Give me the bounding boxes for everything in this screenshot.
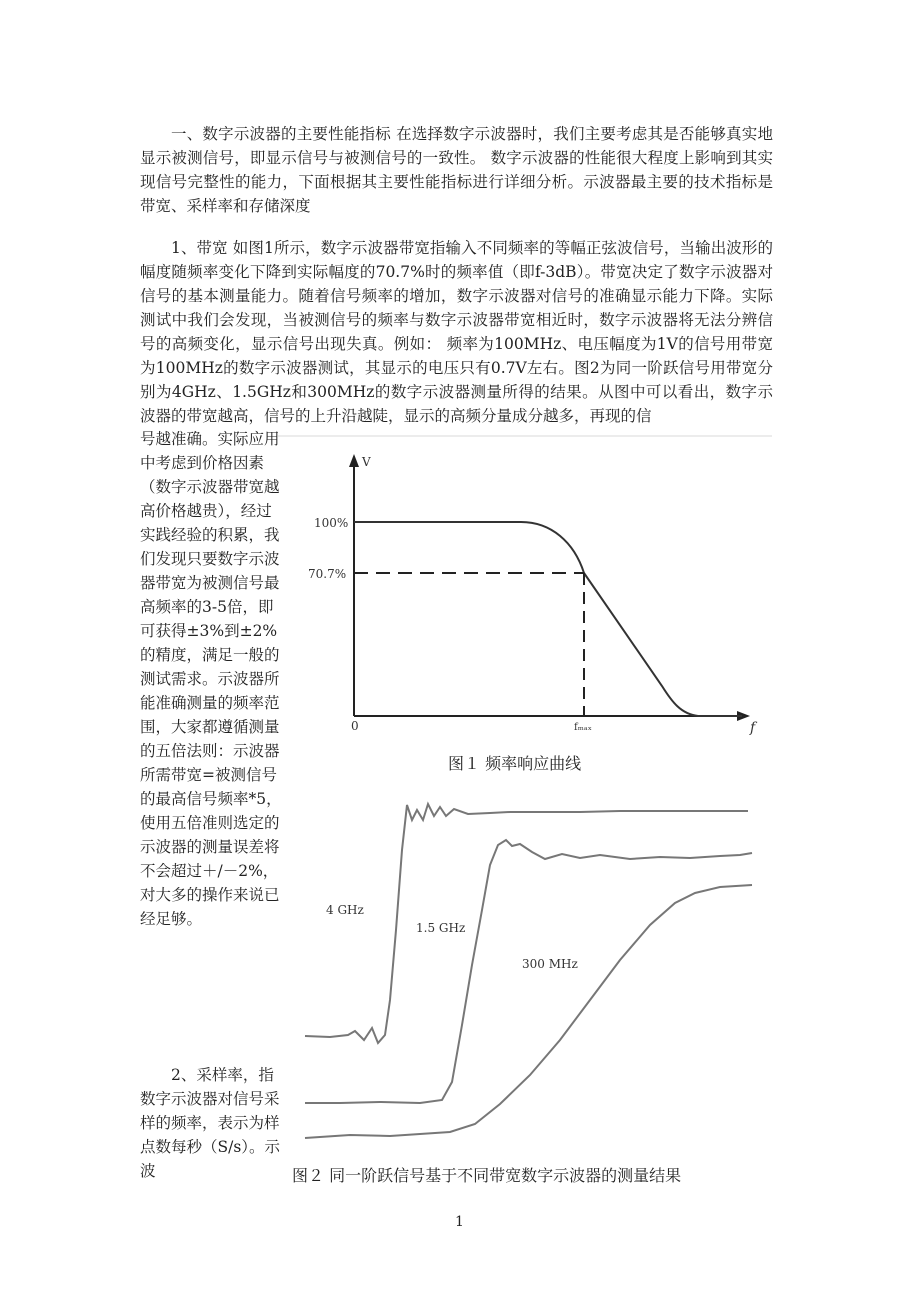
trace-1_5ghz <box>305 840 752 1103</box>
figure1-caption: 图１ 频率响应曲线 <box>448 754 582 773</box>
response-curve <box>354 522 742 716</box>
label-100: 100% <box>314 516 349 530</box>
y-axis-arrow <box>349 454 359 467</box>
label-1_5ghz: 1.5 GHz <box>416 921 466 935</box>
y-axis-label: V <box>362 455 371 469</box>
x-axis-label: f <box>750 720 756 736</box>
label-70: 70.7% <box>308 567 347 581</box>
page-number: 1 <box>455 1214 464 1230</box>
bandwidth-paragraph-continued: 号越准确。实际应用中考虑到价格因素（数字示波器带宽越高价格越贵），经过实践经验的积累，我们发现只要数字示波器带宽为被测信号最高频率的3-5倍，即可获得±3%到±2%的精度，满足一般的测试需求。示波器所能准确测量的频率范围，大家都遵循测量的五倍法则：示波器所需带宽=被测信号的最高信号频率*5，使用五倍准则选定的示波器的测量误差将不会超过＋/－2%，对大多的操作来说已经足够。 <box>140 430 282 928</box>
cutoff-label: fₘₐₓ <box>574 722 592 733</box>
bandwidth-paragraph: 1、带宽 如图1所示，数字示波器带宽指输入不同频率的等幅正弦波信号，当输出波形的幅度随频率变化下降到实际幅度的70.7%时的频率值（即f-3dB）。带宽决定了数字示波器对信号的基本测量能力。随着信号频率的增加，数字示波器对信号的准确显示能力下降。实际测试中我们会发现，当被测信号的频率与数字示波器带宽相近时，数字示波器将无法分辨信号的高频变化，显示信号出现失真。例如： 频率为100MHz、电压幅度为1V的信号用带宽为100MHz的数字示波器测试，其显示的电压只有0.7V左右。图2为同一阶跃信号用带宽分别为4GHz、1.5GHz和300MHz的数字示波器测量所得的结果。从图中可以看出，数字示波器的带宽越高，信号的上升沿越陡，显示的高频分量成分越多，再现的信 <box>140 239 773 425</box>
intro-paragraph: 一、数字示波器的主要性能指标 在选择数字示波器时，我们主要考虑其是否能够真实地显示被测信号，即显示信号与被测信号的一致性。 数字示波器的性能很大程度上影响到其实现信号完整性的能力，下面根据其主要性能指标进行详细分析。示波器最主要的技术指标是带宽、采样率和存储深度 <box>140 125 773 215</box>
origin-label: 0 <box>351 719 359 733</box>
step-response-figure <box>300 790 760 1150</box>
sample-rate-paragraph: 2、采样率，指数字示波器对信号采样的频率，表示为样点数每秒（S/s）。示波 <box>140 1066 281 1180</box>
trace-4ghz <box>305 804 748 1043</box>
label-300mhz: 300 MHz <box>522 957 578 971</box>
trace-300mhz <box>305 885 752 1138</box>
label-4ghz: 4 GHz <box>326 903 364 917</box>
figure2-caption: 图２ 同一阶跃信号基于不同带宽数字示波器的测量结果 <box>292 1166 682 1185</box>
frequency-response-figure <box>276 432 776 737</box>
